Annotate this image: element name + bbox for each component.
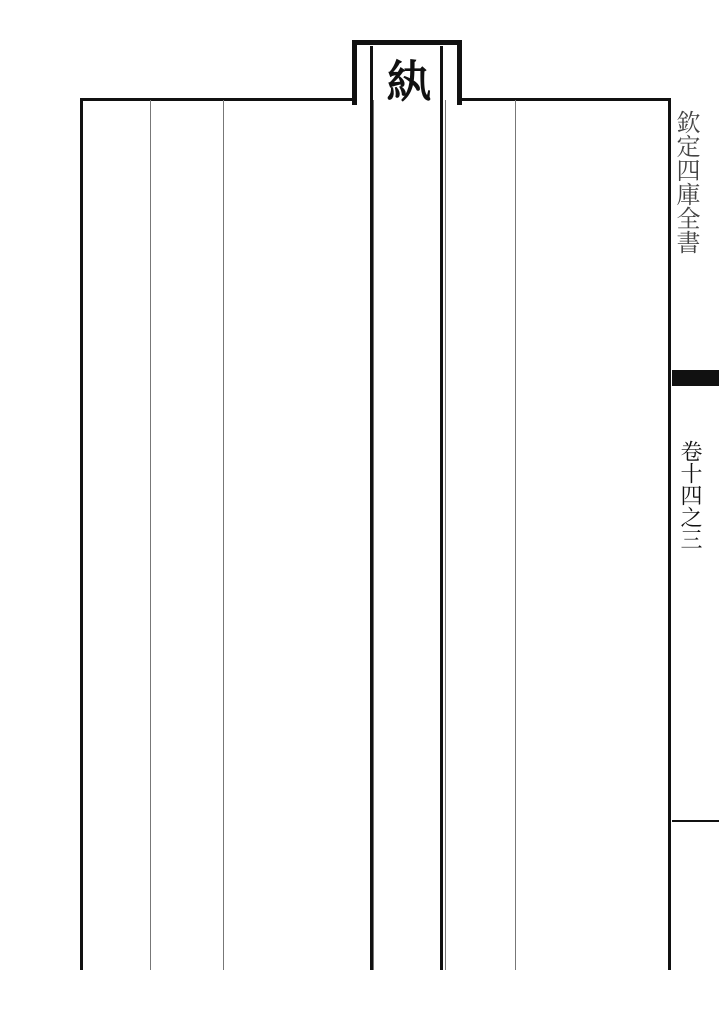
frame-right-rule [668, 100, 671, 970]
margin-juan-label: 卷十四之三 [677, 440, 702, 550]
tab-title: 紈 [379, 58, 430, 102]
column-divider-rule [150, 100, 151, 970]
margin-cut-line [672, 820, 719, 822]
margin-book-title: 欽定四庫全書 [672, 110, 700, 254]
column-divider-rule [515, 100, 516, 970]
margin-fish-tail-mark [672, 370, 719, 386]
column-divider-rule [373, 100, 374, 970]
tab-inner-right-rule [440, 46, 443, 970]
column-divider-rule [223, 100, 224, 970]
column-divider-rule [445, 100, 446, 970]
frame-top-rule-right [462, 98, 671, 101]
frame-left-rule [80, 100, 83, 970]
frame-top-rule-left [80, 98, 352, 101]
